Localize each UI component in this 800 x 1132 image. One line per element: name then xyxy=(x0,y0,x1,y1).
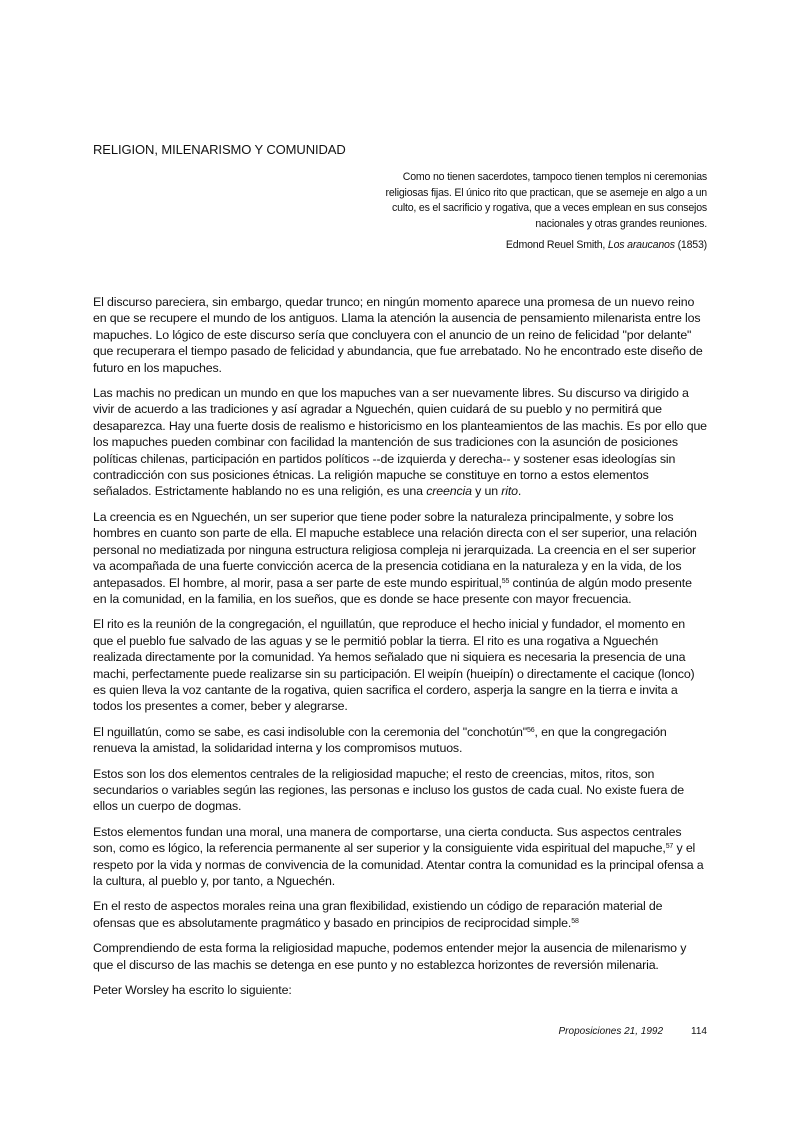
paragraph-text: El nguillatún, como se sabe, es casi indisoluble con la ceremonia del "conchotún" xyxy=(93,724,528,739)
emphasis-creencia: creencia xyxy=(426,484,472,499)
epigraph-quote: Como no tienen sacerdotes, tampoco tienen templos ni ceremonias religiosas fijas. El único rito que practican, que se asemeje en algo a un culto, es el sacrificio y rogativa, que a veces emplean en sus consejos nacionales y otras grandes reuniones. xyxy=(385,171,707,230)
epigraph-year: (1853) xyxy=(674,239,707,251)
paragraph xyxy=(93,385,707,500)
paragraph-text: Estos elementos fundan una moral, una manera de comportarse, una cierta conducta. Sus aspectos centrales son, como es lógico, la referencia permanente al ser superior y la consiguiente vida espiritual del mapuche, xyxy=(93,824,682,856)
paragraph xyxy=(93,824,707,890)
footnote-marker[interactable]: 57 xyxy=(665,843,674,851)
epigraph-attribution xyxy=(367,238,707,254)
paragraph: Estos son los dos elementos centrales de la religiosidad mapuche; el resto de creencias, mitos, ritos, son secundarios o variables según las regiones, las personas e incluso los gustos de cada cual. No existe fuera de ellos un cuerpo de dogmas. xyxy=(93,766,684,814)
epigraph-work: Los araucanos xyxy=(607,239,675,251)
page-number: 114 xyxy=(691,1026,707,1037)
paragraph xyxy=(93,509,707,607)
emphasis-rito: rito xyxy=(501,484,518,499)
footnote-marker[interactable]: 58 xyxy=(571,917,579,925)
section-title: RELIGION, MILENARISMO Y COMUNIDAD xyxy=(93,142,346,157)
footnote-marker[interactable]: 55 xyxy=(501,577,510,585)
body-text xyxy=(93,294,707,1007)
epigraph-author: Edmond Reuel Smith, xyxy=(505,239,608,251)
epigraph xyxy=(367,170,707,254)
paragraph-text: Las machis no predican un mundo en que los mapuches van a ser nuevamente libres. Su discurso va dirigido a vivir de acuerdo a las tradiciones y así agradar a Nguechén, quien cuidará de su pueblo y no permitirá que desaparezca. Hay una fuerte dosis de realismo e historicismo en los planteamientos de las machis. Es por ello que los mapuches pueden combinar con facilidad la mantención de sus tradiciones con la asunción de posiciones políticas chilenas, participación en partidos políticos --de izquierda y derecha-- y sostener esas ideologías sin contradicción con sus posiciones étnicas. La religión mapuche se constituye en torno a estos elementos señalados. Estrictamente hablando no es una religión, es una xyxy=(93,386,707,499)
paragraph-text: y el respeto por la vida y normas de convivencia de la comunidad. Atentar contra la comunidad es la principal ofensa a la cultura, al pueblo y, por tanto, a Nguechén. xyxy=(93,841,704,888)
paragraph: Peter Worsley ha escrito lo siguiente: xyxy=(93,983,292,998)
paragraph-text: . xyxy=(517,484,522,499)
paragraph-text: , en que la congregación renueva la amistad, la solidaridad interna y los compromisos mutuos. xyxy=(93,724,667,756)
paragraph-text: La creencia es en Nguechén, un ser superior que tiene poder sobre la naturaleza principalmente, y sobre los hombres en cuanto son parte de ella. El mapuche establece una relación directa con el ser superior, una relación personal no mediatizada por ninguna estructura religiosa compleja ni jerarquizada. La creencia en el ser superior va acompañada de una fuerte convicción acerca de la presencia cotidiana en la naturaleza y en la vida, de los antepasados. El hombre, al morir, pasa a ser parte de este mundo espiritual, xyxy=(93,509,697,590)
paragraph: El rito es la reunión de la congregación, el nguillatún, que reproduce el hecho inicial y fundador, el momento en que el pueblo fue salvado de las aguas y se le permitió poblar la tierra. El rito es una rogativa a Nguechén realizada directamente por la comunidad. Ya hemos señalado que ni siquiera es necesaria la presencia de una machi, perfectamente puede realizarse sin su participación. El weipín (hueipín) o directamente el cacique (lonco) es quien lleva la voz cantante de la rogativa, quien sacrifica el cordero, asperja la sangre en la tierra e invita a todos los presentes a comer, beber y alegrarse. xyxy=(93,617,695,714)
paragraph: Comprendiendo de esta forma la religiosidad mapuche, podemos entender mejor la ausencia de milenarismo y que el discurso de las machis se detenga en ese punto y no establezca horizontes de reversión milenaria. xyxy=(93,941,687,972)
paragraph xyxy=(93,898,707,931)
journal-citation: Proposiciones 21, 1992 xyxy=(558,1026,664,1037)
paragraph: El discurso pareciera, sin embargo, quedar trunco; en ningún momento aparece una promesa de un nuevo reino en que se recupere el mundo de los antiguos. Llama la atención la ausencia de pensamiento milenarista entre los mapuches. Lo lógico de este discurso sería que concluyera con el anuncio de un reino de felicidad "por delante" que recuperara el tiempo pasado de felicidad y abundancia, que fue arrebatado. No he encontrado este diseño de futuro en los mapuches. xyxy=(93,295,703,375)
paragraph-text: En el resto de aspectos morales reina una gran flexibilidad, existiendo un código de reparación material de ofensas que es absolutamente pragmático y basado en principios de reciprocidad simple. xyxy=(93,899,663,930)
footnote-marker[interactable]: 56 xyxy=(527,726,535,734)
page-footer xyxy=(93,1026,707,1037)
paragraph xyxy=(93,724,707,757)
paragraph-text: continúa de algún modo presente en la comunidad, en la familia, en los sueños, que es donde se hace presente con mayor frecuencia. xyxy=(93,575,692,606)
paragraph-text: y un xyxy=(471,484,502,499)
